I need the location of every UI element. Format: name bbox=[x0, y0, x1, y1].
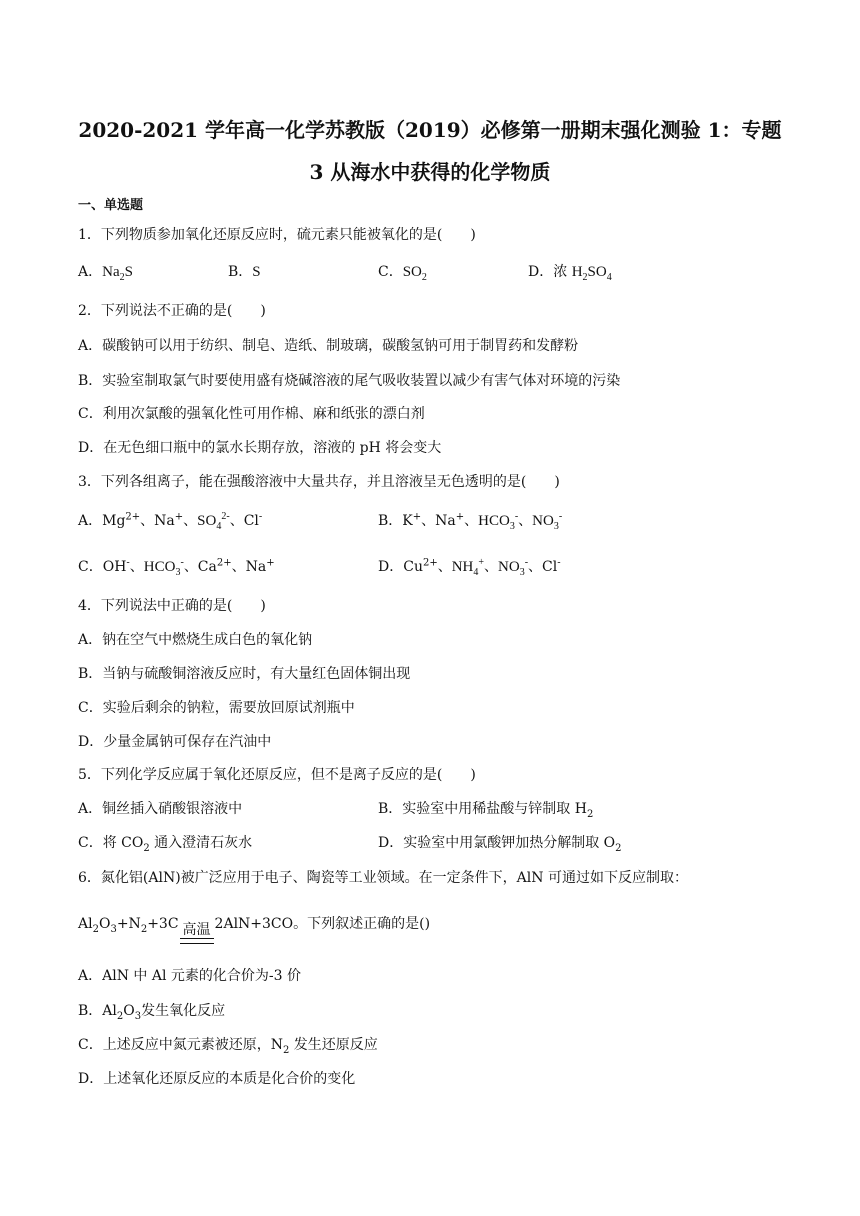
question-2-option-d: D．在无色细口瓶中的氯水长期存放，溶液的 pH 将会变大 bbox=[78, 440, 442, 456]
question-3-stem: 3．下列各组离子，能在强酸溶液中大量共存，并且溶液呈无色透明的是( ) bbox=[78, 474, 560, 490]
title-line-2: 3 从海水中获得的化学物质 bbox=[309, 160, 551, 184]
question-1-option-a: A．$Na_2S$ bbox=[78, 264, 133, 283]
question-2-option-b: B．实验室制取氯气时要使用盛有烧碱溶液的尾气吸收装置以减少有害气体对环境的污染 bbox=[78, 373, 621, 389]
question-5-option-d: D．实验室中用氯酸钾加热分解制取 $O_2$ bbox=[378, 835, 622, 854]
question-3-option-b: B．K+、Na+、$HCO_3^-$、$NO_3^-$ bbox=[378, 511, 563, 532]
question-4-stem: 4．下列说法中正确的是( ) bbox=[78, 598, 266, 614]
question-6-stem: 6．氮化铝(AlN)被广泛应用于电子、陶瓷等工业领域。在一定条件下，AlN 可通过如下反应制取： bbox=[78, 870, 688, 886]
question-4-option-c: C．实验后剩余的钠粒，需要放回原试剂瓶中 bbox=[78, 700, 355, 716]
reaction-condition: 高温 bbox=[180, 922, 214, 944]
question-1-option-c: C．$SO_2$ bbox=[378, 264, 427, 283]
question-5-option-a: A．铜丝插入硝酸银溶液中 bbox=[78, 801, 243, 817]
question-6-option-b: B．$Al_2O_3$发生氧化反应 bbox=[78, 1003, 226, 1022]
question-6-option-a: A．AlN 中 Al 元素的化合价为-3 价 bbox=[78, 968, 301, 984]
question-2-option-a: A．碳酸钠可以用于纺织、制皂、造纸、制玻璃，碳酸氢钠可用于制胃药和发酵粉 bbox=[78, 338, 579, 354]
question-6-option-d: D．上述氧化还原反应的本质是化合价的变化 bbox=[78, 1071, 356, 1087]
title-line-1: 2020-2021 学年高一化学苏教版（2019）必修第一册期末强化测验 1：专题 bbox=[78, 118, 782, 142]
question-2-stem: 2．下列说法不正确的是( ) bbox=[78, 303, 266, 319]
question-4-option-b: B．当钠与硫酸铜溶液反应时，有大量红色固体铜出现 bbox=[78, 666, 411, 682]
question-6-option-c: C．上述反应中氮元素被还原，$N_2$ 发生还原反应 bbox=[78, 1037, 378, 1056]
question-3-option-c: C．OH-、$HCO_3^-$、$Ca^{2+}$、Na+ bbox=[78, 557, 275, 578]
question-3-option-a: A．$Mg^{2+}$、Na+、$SO_4^{2-}$、Cl- bbox=[78, 511, 263, 532]
question-1-option-d: D．浓 $H_2SO_4$ bbox=[528, 264, 612, 283]
question-6-equation: $Al_2O_3+N_2+3C$ 高温 2AlN+3CO。下列叙述正确的是() bbox=[78, 914, 430, 944]
question-5-stem: 5．下列化学反应属于氧化还原反应，但不是离子反应的是( ) bbox=[78, 767, 476, 783]
question-1-stem: 1．下列物质参加氧化还原反应时，硫元素只能被氧化的是( ) bbox=[78, 227, 476, 243]
question-3-option-d: D．$Cu^{2+}$、$NH_4^+$、$NO_3^-$、Cl- bbox=[378, 557, 561, 578]
question-4-option-a: A．钠在空气中燃烧生成白色的氧化钠 bbox=[78, 632, 313, 648]
question-1-option-b: B．S bbox=[228, 264, 261, 280]
section-heading: 一、单选题 bbox=[78, 198, 144, 213]
question-4-option-d: D．少量金属钠可保存在汽油中 bbox=[78, 734, 272, 750]
question-2-option-c: C．利用次氯酸的强氧化性可用作棉、麻和纸张的漂白剂 bbox=[78, 406, 425, 422]
question-5-option-b: B．实验室中用稀盐酸与锌制取 $H_2$ bbox=[378, 801, 594, 820]
question-5-option-c: C．将 $CO_2$ 通入澄清石灰水 bbox=[78, 835, 253, 854]
